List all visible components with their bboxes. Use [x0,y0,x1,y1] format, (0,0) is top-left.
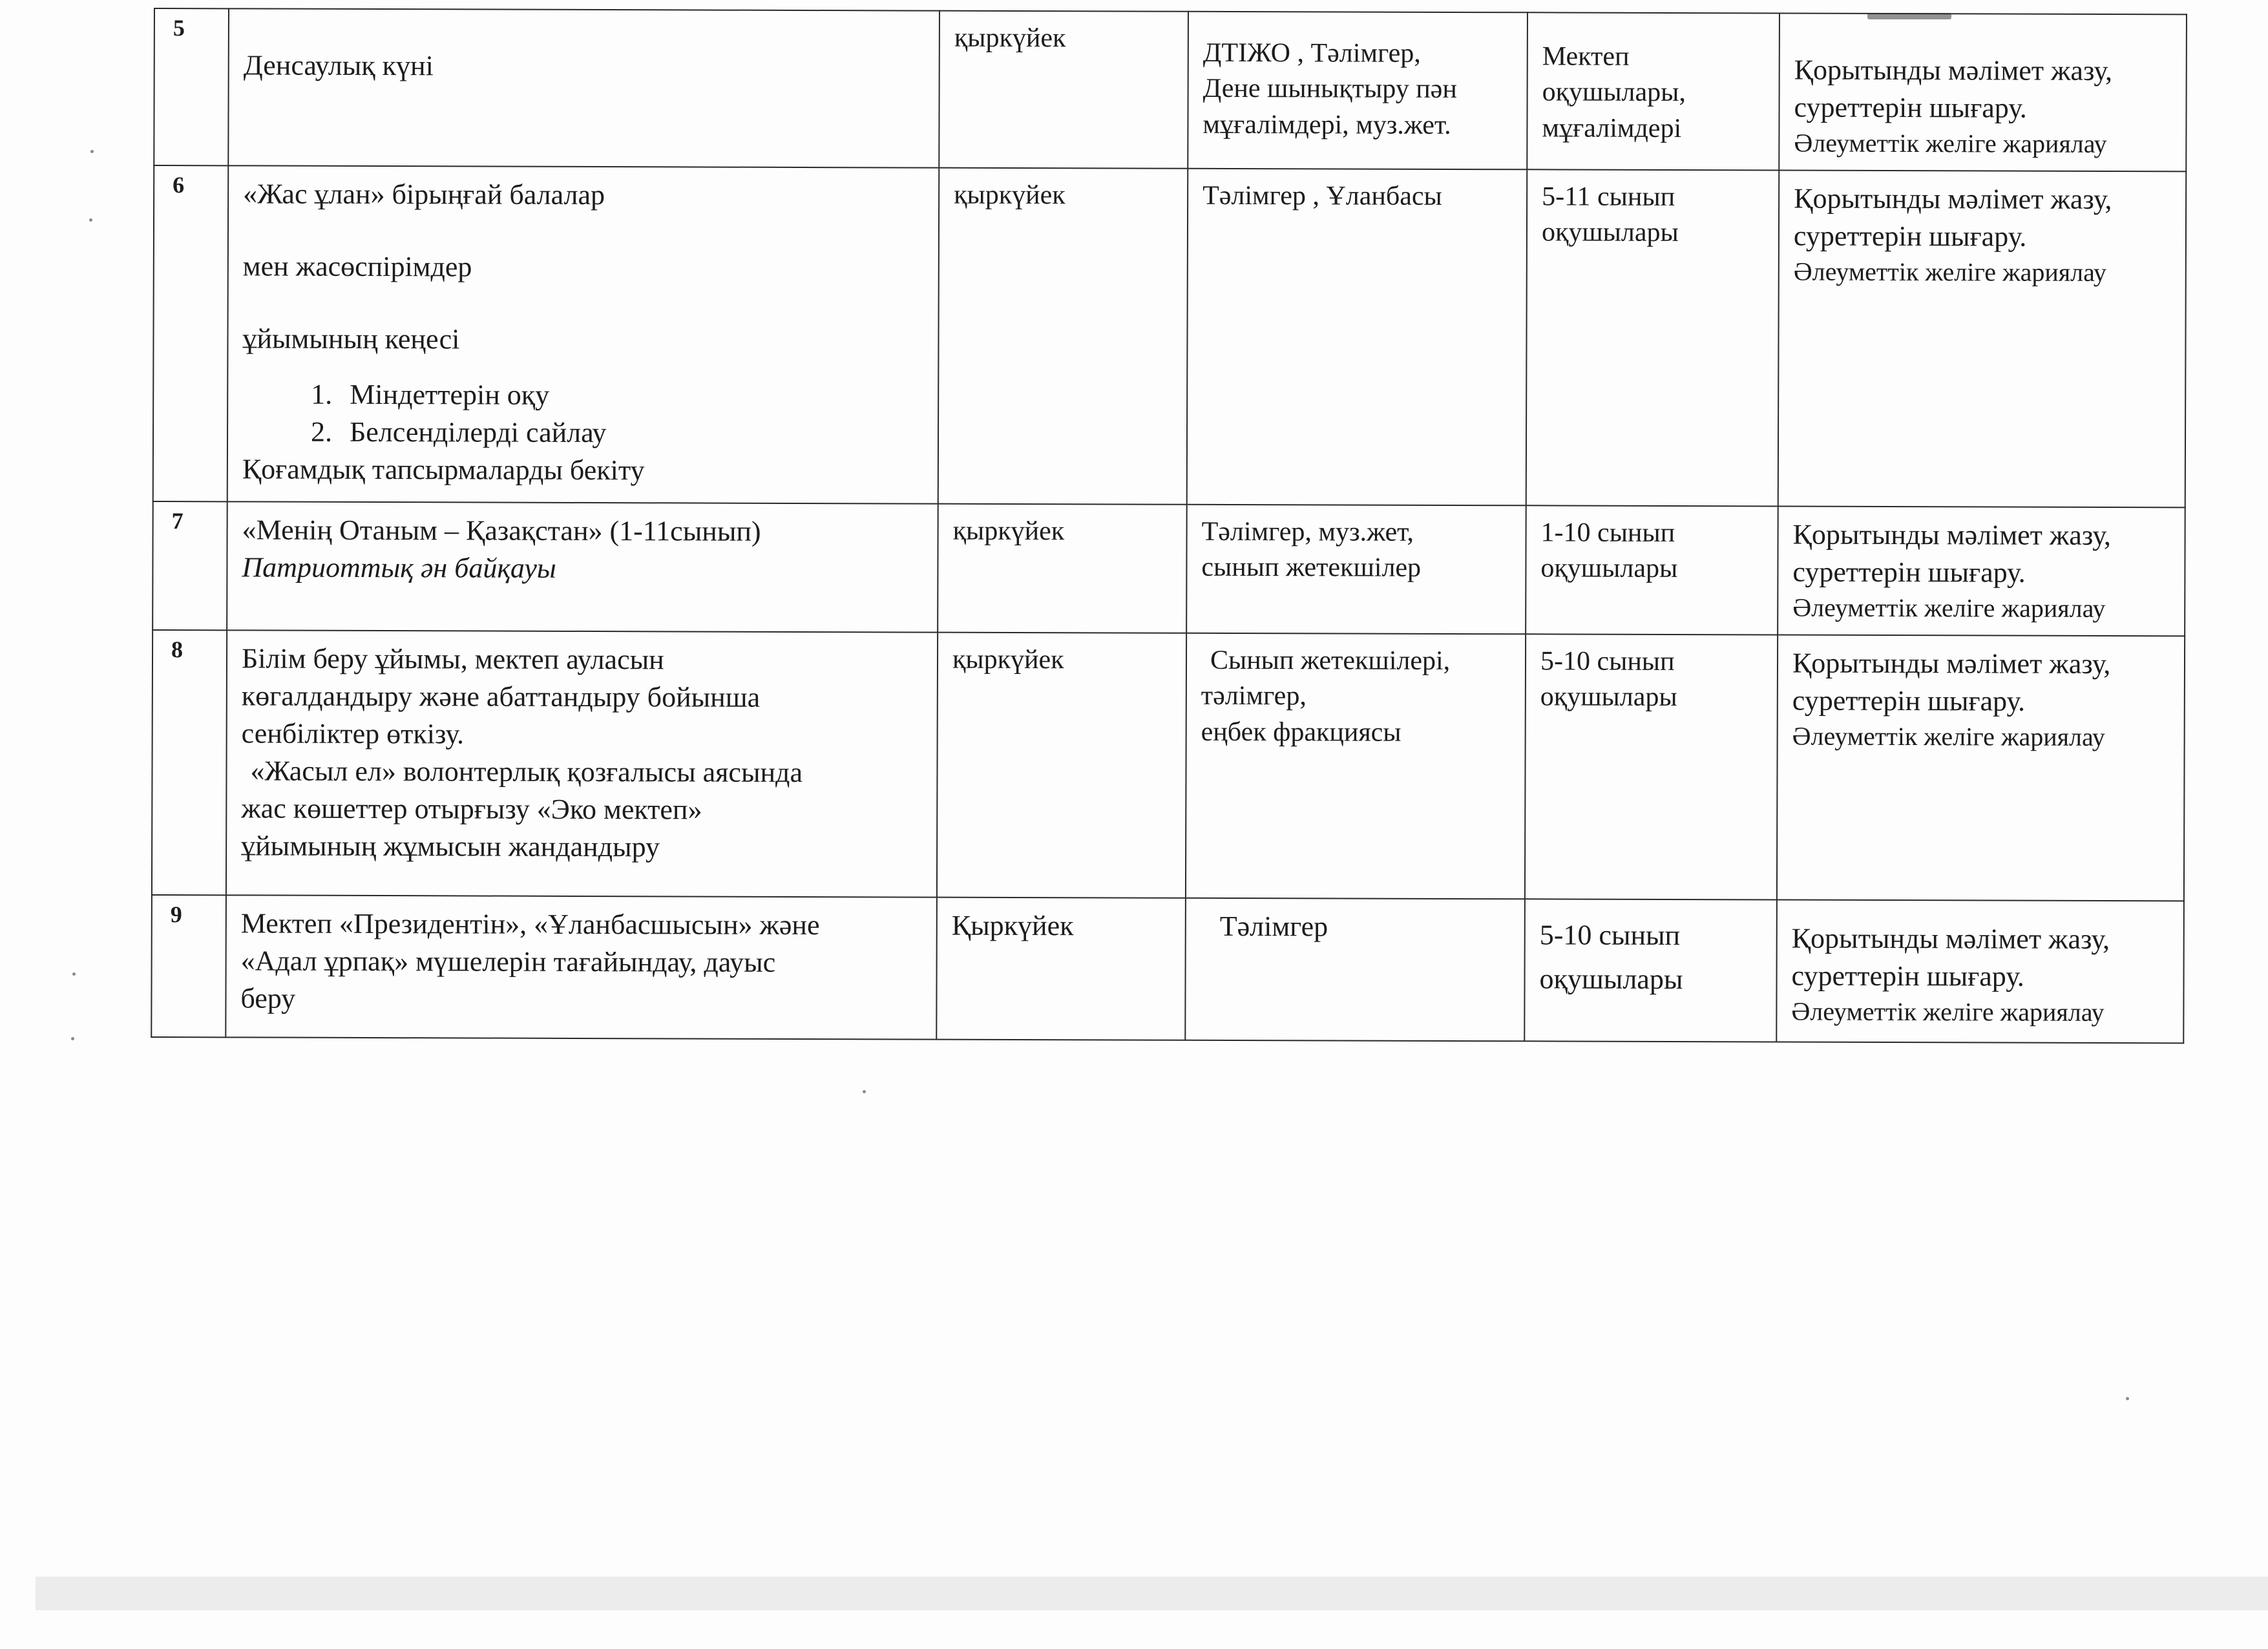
participants-cell [1526,505,1778,635]
participants-line: Мектеп [1542,41,1630,72]
event-cell [228,8,940,167]
scan-speck [71,1037,74,1040]
event-line: «Адал ұрпақ» мүшелерін тағайындау, дауыс [240,945,776,978]
responsible-cell [1187,169,1528,506]
event-cell [226,895,937,1039]
agenda-list [242,376,923,453]
event-line: беру [240,982,296,1014]
participants-cell [1527,12,1780,170]
participants-line: 5-10 сынып [1539,919,1681,951]
event-line: Денсаулық күні [243,49,434,82]
result-line: Қорытынды мәлімет жазу, [1794,54,2113,87]
result-cell [1778,506,2185,636]
table-row [154,8,2187,171]
table-row [153,165,2187,507]
table-row [151,895,2184,1043]
participants-cell [1525,634,1778,899]
scan-speck [72,972,76,976]
event-cell [227,501,938,632]
result-line: суреттерін шығару. [1792,684,2026,717]
result-publish-line: Әлеуметтік желіге жариялау [1791,996,2105,1027]
participants-line: мұғалімдері [1542,113,1682,143]
event-line: ұйымының жұмысын жандандыру [241,830,660,863]
scan-speck [89,218,92,222]
responsible-line: Тәлімгер [1219,910,1328,943]
responsible-line: Дене шынықтыру пән [1202,74,1457,105]
scanner-edge-strip [36,1577,2268,1610]
result-publish-line: Әлеуметтік желіге жариялау [1793,257,2106,288]
responsible-cell [1186,505,1526,635]
responsible-line: Тәлімгер , Ұланбасы [1202,180,1442,211]
responsible-cell [1185,898,1525,1042]
date-cell: қыркүйек [937,633,1186,898]
responsible-cell [1188,12,1528,170]
responsible-line: еңбек фракциясы [1201,717,1402,748]
event-line: көгалдандыру және абаттандыру бойынша [241,680,761,713]
result-publish-line: Әлеуметтік желіге жариялау [1792,721,2105,752]
responsible-line: сынып жетекшілер [1201,552,1422,583]
participants-cell [1526,169,1780,506]
date-cell: қыркүйек [938,504,1187,633]
date-cell: қыркүйек [939,11,1188,169]
result-cell [1779,13,2187,171]
row-number: 8 [152,630,227,895]
row-number: 9 [151,895,226,1037]
row-number: 7 [152,501,227,630]
event-cell [227,165,940,503]
event-line: жас көшеттер отырғызу «Эко мектеп» [241,792,702,826]
date-cell: қыркүйек [938,168,1188,505]
result-line: Қорытынды мәлімет жазу, [1792,647,2111,680]
agenda-item: 1. Міндеттерін оқу [339,376,923,415]
result-line: суреттерін шығару. [1793,220,2027,253]
event-line: «Жас ұлан» бірыңғай балалар [243,178,605,211]
event-subtitle-line: Патриоттық ән байқауы [242,551,556,584]
responsible-line: тәлімгер, [1201,681,1307,711]
event-line: «Менің Отаным – Қазақстан» (1-11сынып) [242,514,761,547]
responsible-line: мұғалімдері, муз.жет. [1202,109,1451,140]
result-line: суреттерін шығару. [1792,556,2026,589]
result-cell [1778,170,2187,507]
row-number: 6 [153,165,229,501]
participants-line: 1-10 сынып [1540,518,1675,548]
result-publish-line: Әлеуметтік желіге жариялау [1792,593,2106,624]
table-row [152,630,2185,901]
agenda-item: 2. Белсенділерді сайлау [339,414,923,453]
result-publish-line: Әлеуметтік желіге жариялау [1794,128,2107,159]
participants-line: оқушылары [1539,963,1683,996]
event-line: сенбіліктер өткізу. [241,717,465,750]
result-line: суреттерін шығару. [1794,91,2027,124]
result-cell [1777,635,2185,901]
scan-speck [863,1090,866,1093]
responsible-line: Сынып жетекшілері, [1210,645,1451,676]
scan-speck [90,150,94,153]
result-line: суреттерін шығару. [1791,960,2024,993]
participants-cell [1524,899,1777,1042]
participants-line: оқушылары, [1542,77,1686,108]
participants-line: оқушылары [1540,553,1678,584]
responsible-line: Тәлімгер, муз.жет, [1201,516,1414,547]
scan-speck [2126,1397,2129,1400]
result-line: Қорытынды мәлімет жазу, [1794,182,2112,215]
participants-line: оқушылары [1541,217,1679,248]
event-cell [226,630,938,897]
result-line: Қорытынды мәлімет жазу, [1792,518,2112,551]
responsible-line: ДТІЖО , Тәлімгер, [1202,37,1421,68]
table-row [152,501,2185,636]
event-line: ұйымының кеңесі [242,322,460,355]
event-line: Қоғамдық тапсырмаларды бекіту [242,453,645,487]
event-line: Білім беру ұйымы, мектеп ауласын [241,642,664,676]
date-cell: Қыркүйек [936,898,1186,1040]
participants-line: 5-11 сынып [1542,182,1675,212]
responsible-cell [1186,633,1526,899]
participants-line: 5-10 сынып [1540,646,1675,677]
event-plan-table [151,8,2187,1044]
event-line: Мектеп «Президентін», «Ұланбасшысын» және [240,907,820,941]
event-line: мен жасөспірімдер [242,250,472,283]
result-line: Қорытынды мәлімет жазу, [1791,922,2110,955]
event-line: «Жасыл ел» волонтерлық қозғалысы аясында [250,755,803,789]
participants-line: оқушылары [1540,682,1677,713]
row-number: 5 [154,8,229,165]
result-cell [1776,899,2184,1043]
